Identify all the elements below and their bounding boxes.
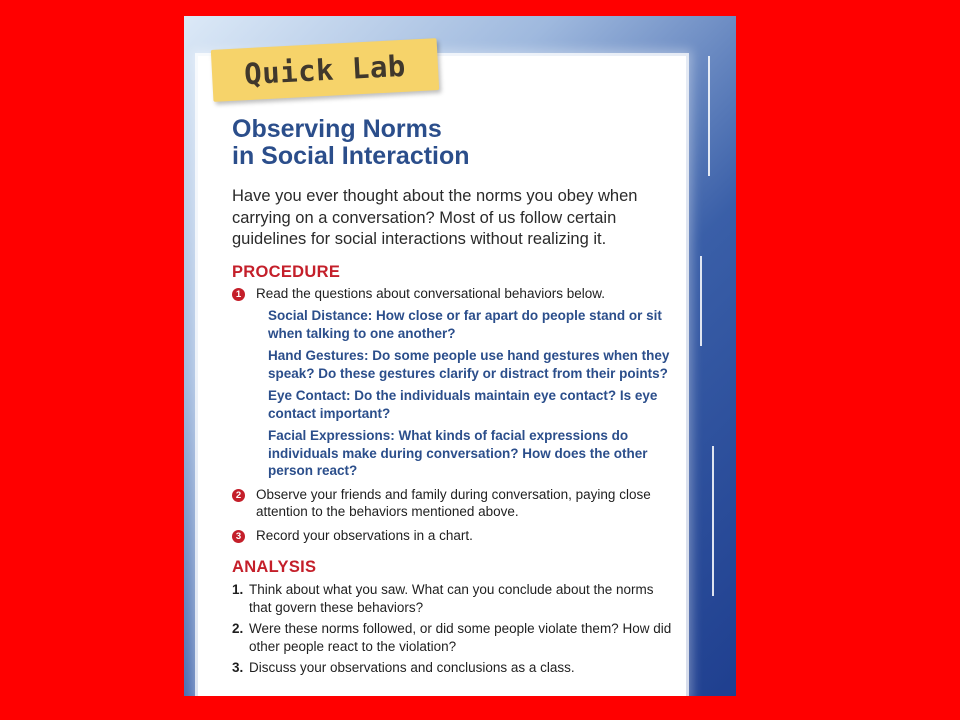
question-hand-gestures: Hand Gestures: Do some people use hand gestures when they speak? Do these gestures clarify or distract from their points? (268, 348, 670, 381)
procedure-heading: PROCEDURE (232, 262, 341, 281)
page-title (232, 116, 672, 170)
analysis-heading: ANALYSIS (232, 558, 317, 576)
decorative-streak (700, 256, 702, 346)
step-number-badge: 1 (232, 288, 245, 301)
step-text: Observe your friends and family during conversation, paying close attention to the behaviors mentioned above. (256, 486, 651, 519)
title-line-2: in Social Interaction (232, 142, 470, 170)
question-eye-contact: Eye Contact: Do the individuals maintain eye contact? Is eye contact important? (268, 388, 658, 421)
analysis-number: 3. (232, 660, 244, 675)
step-number-badge: 3 (232, 530, 245, 543)
procedure-step-2 (232, 486, 672, 521)
analysis-text: Discuss your observations and conclusions as a class. (249, 660, 575, 675)
intro-paragraph: Have you ever thought about the norms you obey when carrying on a conversation? Most of us follow certain guidelines for social interactions without realizing it. (232, 187, 638, 248)
question-social-distance: Social Distance: How close or far apart do people stand or sit when talking to one another? (268, 308, 662, 341)
procedure-step-3 (232, 527, 672, 545)
decorative-streak (708, 56, 710, 176)
step-text: Read the questions about conversational behaviors below. (256, 285, 605, 301)
analysis-item-3 (232, 659, 672, 677)
step-number-badge: 2 (232, 489, 245, 502)
worksheet-content (232, 116, 672, 677)
decorative-streak (712, 446, 714, 596)
analysis-text: Were these norms followed, or did some people violate them? How did other people react to the violation? (249, 621, 672, 654)
analysis-number: 1. (232, 582, 244, 597)
quick-lab-card (184, 16, 736, 696)
analysis-text: Think about what you saw. What can you conclude about the norms that govern these behaviors? (249, 582, 654, 615)
quick-lab-tag-label: Quick Lab (243, 48, 407, 92)
analysis-number: 2. (232, 621, 244, 636)
procedure-step-1 (232, 285, 672, 303)
question-facial-expressions: Facial Expressions: What kinds of facial expressions do individuals make during conversation? How does the other person react? (268, 428, 648, 478)
title-line-1: Observing Norms (232, 115, 442, 143)
analysis-item-2 (232, 620, 672, 655)
analysis-item-1 (232, 581, 672, 616)
step-text: Record your observations in a chart. (256, 527, 473, 543)
